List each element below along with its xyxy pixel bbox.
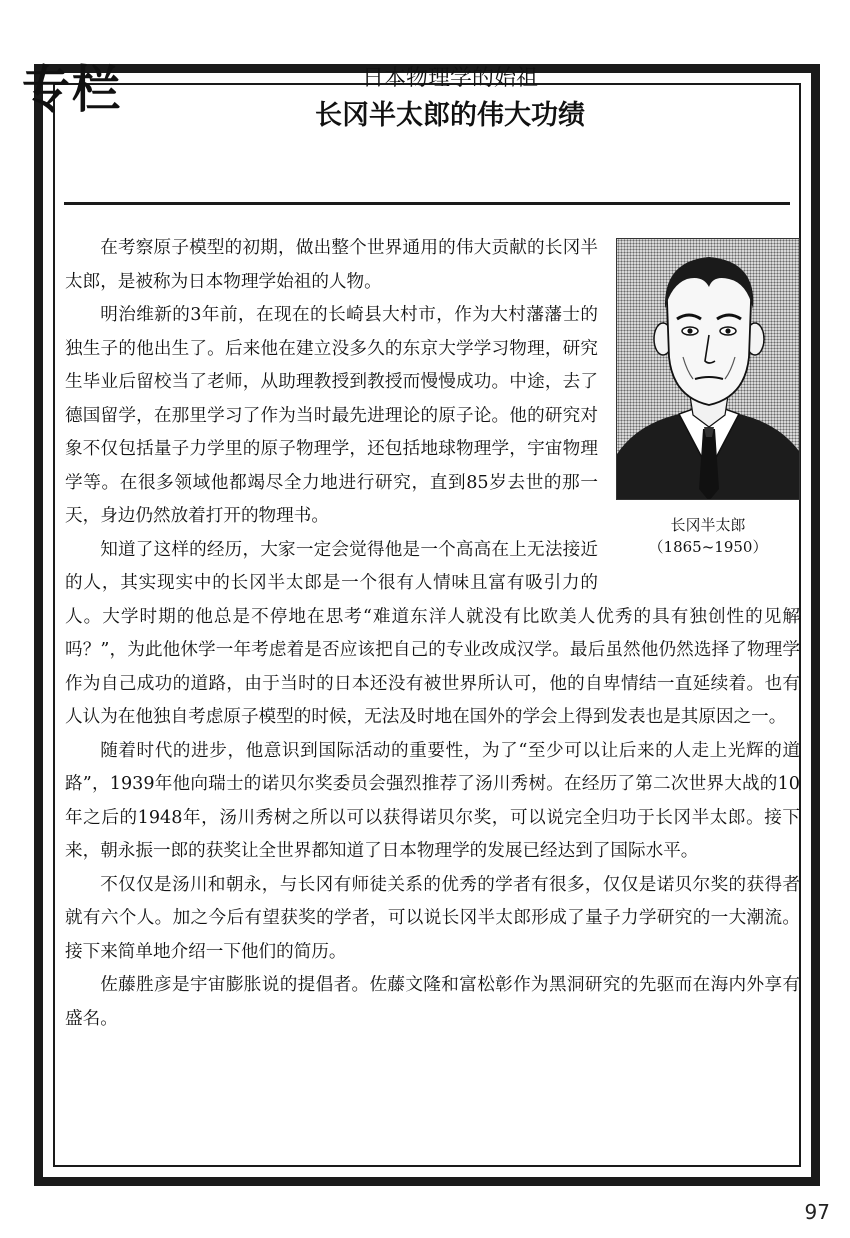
article-subtitle: 日本物理学的始祖 [361, 66, 538, 91]
header-divider [64, 202, 790, 205]
paragraph-6: 佐藤胜彦是宇宙膨胀说的提倡者。佐藤文隆和富松彰作为黑洞研究的先驱而在海内外享有盛名。 [65, 975, 800, 1029]
paragraph-4: 随着时代的进步，他意识到国际活动的重要性，为了“至少可以让后来的人走上光辉的道路”，1939年他向瑞士的诺贝尔奖委员会强烈推荐了汤川秀树。在经历了第二次世界大战的10年之后的1948年，汤川秀树之所以可以获得诺贝尔奖，可以说完全归功于长冈半太郎。接下来，朝永振一郎的获奖让全世界都知道了日本物理学的发展已经达到了国际水平。 [65, 740, 800, 861]
portrait-caption-years: （1865~1950） [648, 538, 768, 556]
paragraph-5: 不仅仅是汤川和朝永，与长冈有师徒关系的优秀的学者有很多，仅仅是诺贝尔奖的获得者就有六个人。加之今后有望获奖的学者，可以说长冈半太郎形成了量子力学研究的一大潮流。接下来简单地介绍一下他们的简历。 [65, 874, 800, 962]
page-number: 97 [804, 1200, 830, 1224]
paragraph-1: 在考察原子模型的初期，做出整个世界通用的伟大贡献的长冈半太郎，是被称为日本物理学始祖的人物。 [65, 238, 598, 292]
column-label: 专栏 [22, 60, 123, 120]
article-title: 长冈半太郎的伟大功绩 [315, 100, 585, 131]
portrait-illustration-icon [616, 238, 800, 500]
portrait-caption-name: 长冈半太郎 [670, 516, 746, 534]
paragraph-2: 明治维新的3年前，在现在的长崎县大村市，作为大村藩藩士的独生子的他出生了。后来他在建立没多久的东京大学学习物理，研究生毕业后留校当了老师，从助理教授到教授而慢慢成功。中途，去了德国留学，在那里学习了作为当时最先进理论的原子论。他的研究对象不仅包括量子力学里的原子物理学，还包括地球物理学，宇宙物理学等。在很多领域他都竭尽全力地进行研究，直到85岁去世的那一天，身边仍然放着打开的物理书。 [65, 305, 598, 526]
portrait-figure [616, 238, 800, 570]
paragraph-3: 知道了这样的经历，大家一定会觉得他是一个高高在上无法接近的人，其实现实中的长冈半太郎是一个很有人情味且富有吸引力的人。大学时期的他总是不停地在思考“难道东洋人就没有比欧美人优秀的具有独创性的见解吗？”，为此他休学一年考虑着是否应该把自己的专业改成汉学。最后虽然他仍然选择了物理学作为自己成功的道路，由于当时的日本还没有被世界所认可，他的自卑情结一直延续着。也有人认为在他独自考虑原子模型的时候，无法及时地在国外的学会上得到发表也是其原因之一。 [65, 539, 800, 727]
article-body [65, 232, 800, 1036]
